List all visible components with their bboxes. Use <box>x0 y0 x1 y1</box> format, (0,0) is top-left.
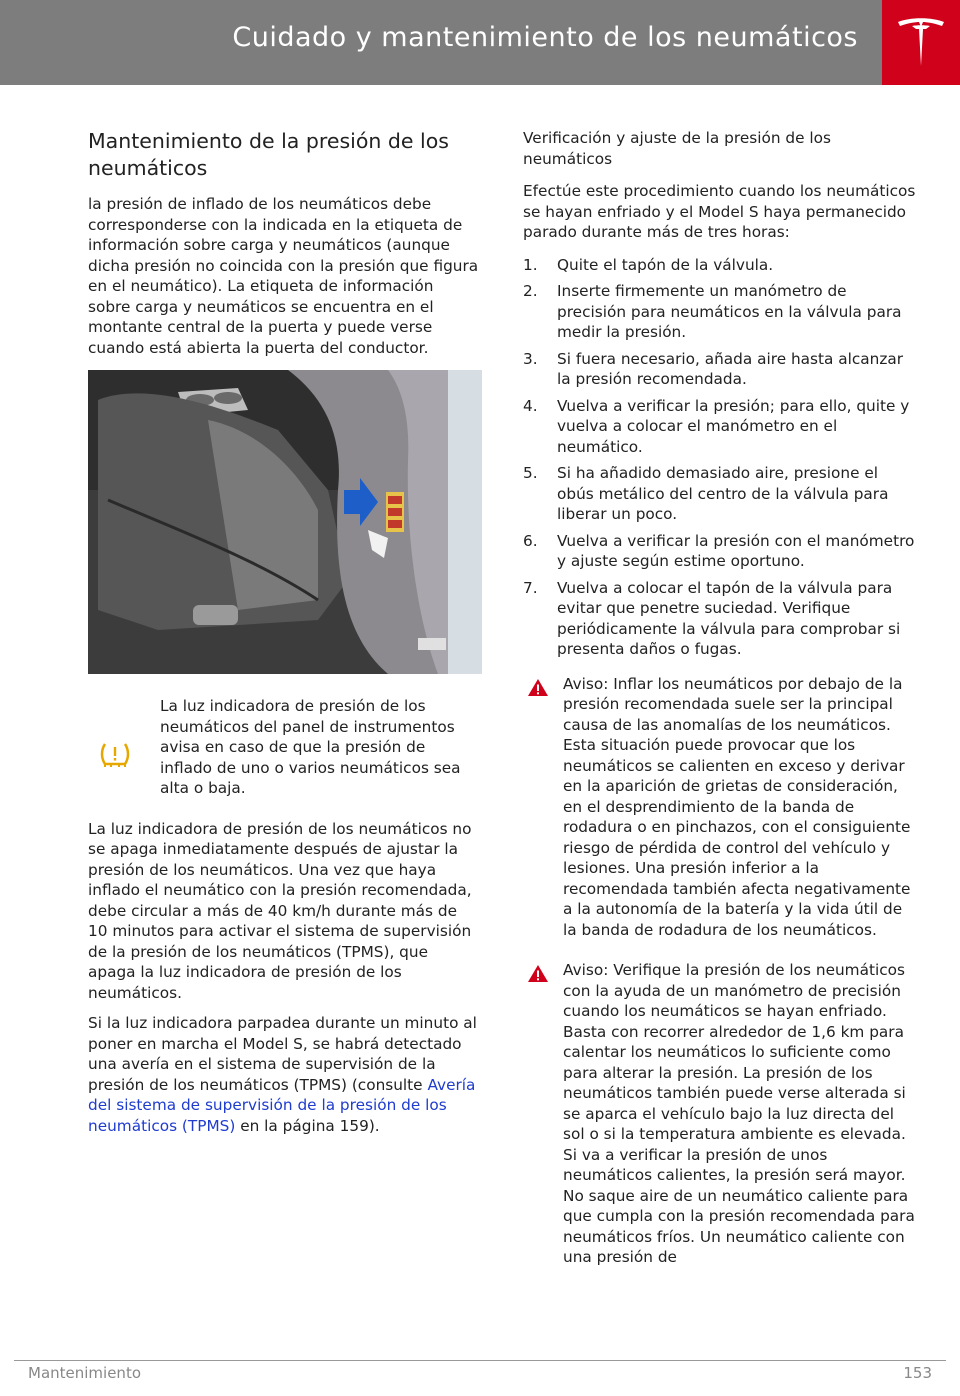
step-text: Vuelva a verificar la presión con el manómetro y ajuste según estime oportuno. <box>557 531 915 570</box>
right-column <box>523 128 918 1288</box>
step-text: Quite el tapón de la válvula. <box>557 255 774 274</box>
left-column <box>88 128 480 1146</box>
step-text: Vuelva a colocar el tapón de la válvula para evitar que penetre suciedad. Verifique periódicamente la válvula para comprobar si presenta daños o fugas. <box>557 578 901 658</box>
step-number: 5. <box>523 464 538 482</box>
warning-triangle-icon <box>527 678 549 701</box>
subsection-heading: Verificación y ajuste de la presión de los neumáticos <box>523 129 831 168</box>
page-header <box>0 0 960 85</box>
paragraph-tpms-fault-page: en la página 159). <box>235 1116 380 1135</box>
step-number: 7. <box>523 578 538 597</box>
list-item <box>523 349 918 390</box>
footer-section: Mantenimiento <box>28 1364 141 1382</box>
door-pillar-photo <box>88 370 482 674</box>
tesla-logo-icon <box>896 16 946 70</box>
warning-text: Aviso: Inflar los neumáticos por debajo de la presión recomendada suele ser la principal causa de las anomalías de los neumáticos. Esta situación puede provocar que los neumáticos se calienten en exceso y derivar en la aparición de grietas de consideración, en el desprendimiento de la banda de rodadura o en pinchazos, con el consiguiente riesgo de pérdida de control del vehículo y lesiones. Una presión inferior a la recomendada también afecta negativamente a la autonomía de la batería y la vida útil de la banda de rodadura de los neumáticos. <box>563 674 911 939</box>
warning-underinflation <box>523 674 918 941</box>
step-number: 3. <box>523 349 538 368</box>
paragraph-indicator-reset: La luz indicadora de presión de los neumáticos no se apaga inmediatamente después de ajustar la presión de los neumáticos. Una vez que haya inflado el neumático con la presión recomendada, debe circular a más de 40 km/h durante más de 10 minutos para activar el sistema de supervisión de la presión de los neumáticos (TPMS), que apaga la luz indicadora de presión de los neumáticos. <box>88 819 472 1002</box>
tpms-fault-link[interactable]: Avería del sistema de supervisión de la presión de los neumáticos (TPMS) <box>88 1075 476 1135</box>
section-heading: Mantenimiento de la presión de los neumáticos <box>88 129 449 180</box>
warning-text: Aviso: Verifique la presión de los neumáticos con la ayuda de un manómetro de precisión cuando los neumáticos se hayan enfriado. Basta con recorrer alrededor de 1,6 km para calentar los neumáticos lo suficiente como para alterar la presión. La presión de los neumáticos también puede verse alterada si se aparca el vehículo bajo la luz directa del sol o si la temperatura ambiente es elevada. Si va a verificar la presión de unos neumáticos calientes, la presión será mayor. No saque aire de un neumático caliente para que cumpla con la presión recomendada para neumáticos fríos. Un neumático caliente con una presión de <box>563 961 915 1266</box>
warning-hot-tires <box>523 960 918 1268</box>
page-header-title: Cuidado y mantenimiento de los neumáticos <box>232 22 858 53</box>
step-text: Si ha añadido demasiado aire, presione el obús metálico del centro de la válvula para liberar un poco. <box>557 464 889 523</box>
tesla-logo <box>882 0 960 85</box>
step-text: Vuelva a verificar la presión; para ello, quite y vuelva a colocar el manómetro en el neumático. <box>557 396 910 456</box>
procedure-steps <box>523 255 918 660</box>
list-item <box>523 281 918 343</box>
step-text: Inserte firmemente un manómetro de precisión para neumáticos en la válvula para medir la presión. <box>557 282 902 341</box>
tpms-warning-light-icon <box>100 740 130 772</box>
list-item <box>523 396 918 458</box>
warning-triangle-icon <box>527 964 549 987</box>
step-number: 2. <box>523 282 538 300</box>
indicator-description: La luz indicadora de presión de los neumáticos del panel de instrumentos avisa en caso de que la presión de inflado de uno o varios neumáticos sea alta o baja. <box>160 697 461 797</box>
step-number: 1. <box>523 255 538 274</box>
paragraph-tpms-fault <box>88 1013 480 1136</box>
paragraph-tpms-fault-text: Si la luz indicadora parpadea durante un minuto al poner en marcha el Model S, se habrá detectado una avería en el sistema de supervisión de la presión de los neumáticos (TPMS) (consulte <box>88 1014 477 1094</box>
footer-page-number: 153 <box>903 1364 932 1382</box>
paragraph-label-location: la presión de inflado de los neumáticos debe corresponderse con la indicada en la etiqueta de información sobre carga y neumáticos (aunque dicha presión no coincida con la presión que figura en el neumático). La etiqueta de información sobre carga y neumáticos se encuentra en el montante central de la puerta y puede verse cuando está abierta la puerta del conductor. <box>88 195 479 357</box>
list-item <box>523 531 918 572</box>
list-item <box>523 578 918 660</box>
footer-divider <box>14 1360 946 1361</box>
procedure-intro: Efectúe este procedimiento cuando los neumáticos se hayan enfriado y el Model S haya permanecido parado durante más de tres horas: <box>523 182 916 241</box>
tpms-indicator-note <box>88 696 480 799</box>
step-text: Si fuera necesario, añada aire hasta alcanzar la presión recomendada. <box>557 349 904 388</box>
step-number: 4. <box>523 396 538 415</box>
list-item <box>523 255 918 276</box>
list-item <box>523 463 918 525</box>
step-number: 6. <box>523 531 538 550</box>
